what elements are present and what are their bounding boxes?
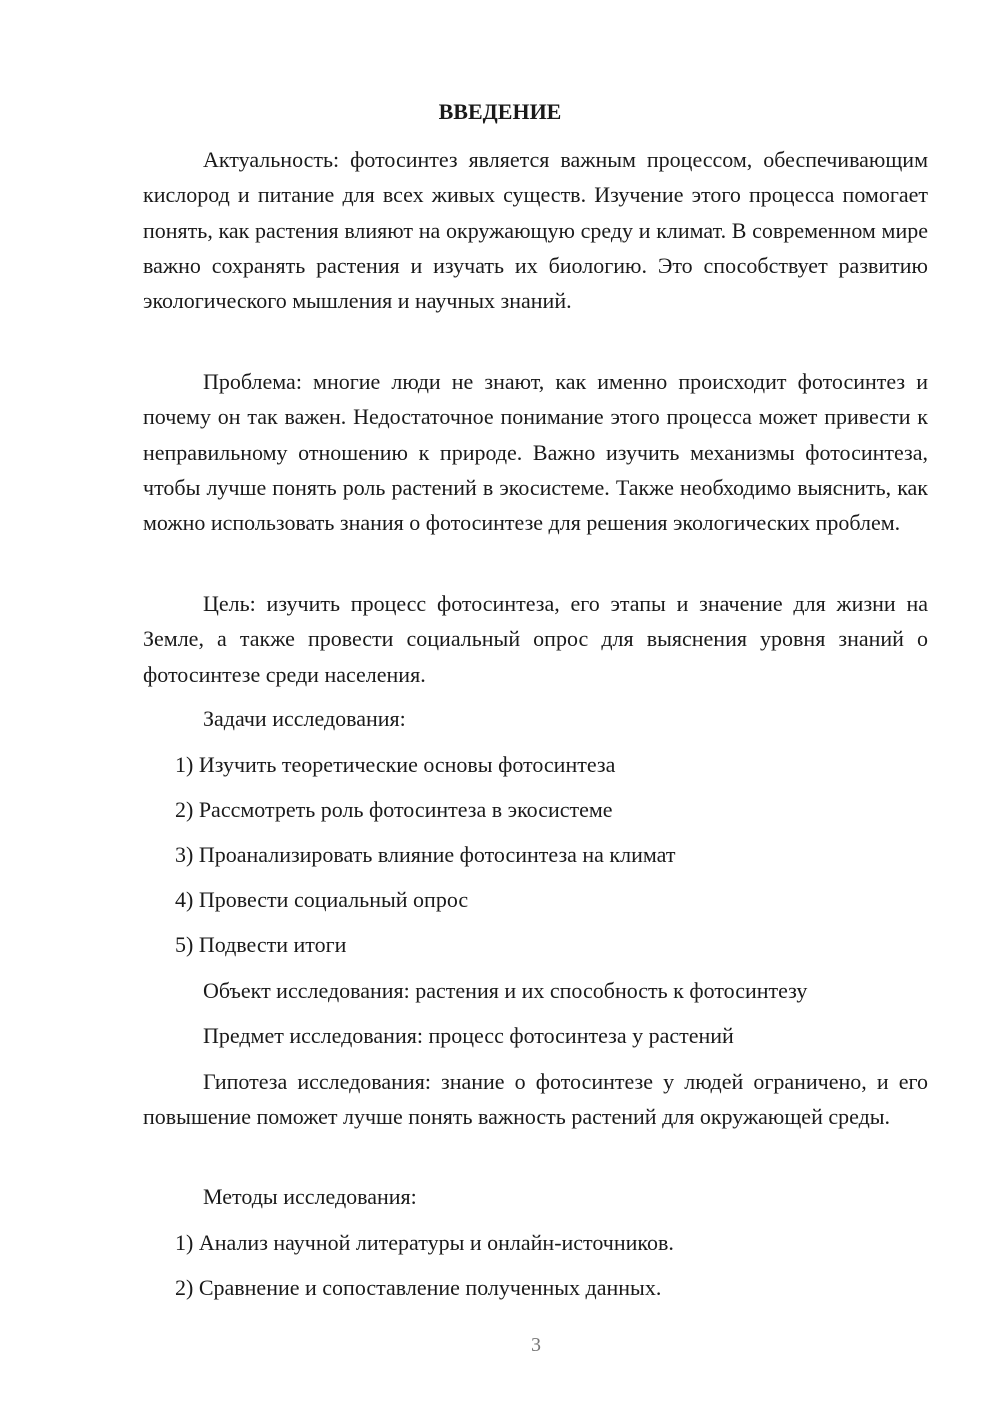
hypothesis-paragraph: Гипотеза исследования: знание о фотосинтезе у людей ограничено, и его повышение поможет лучше понять важность растений для окружающей среды. [143, 1069, 928, 1130]
task-item-2: 2) Рассмотреть роль фотосинтеза в экосистеме [175, 797, 613, 822]
page-number: 3 [531, 1334, 541, 1356]
problem-paragraph: Проблема: многие люди не знают, как именно происходит фотосинтез и почему он так важен. Недостаточное понимание этого процесса может привести к неправильному отношению к природе. Важно изучить механизмы фотосинтеза, чтобы лучше понять роль растений в экосистеме. Также необходимо выяснить, как можно использовать знания о фотосинтезе для решения экологических проблем. [143, 369, 928, 536]
task-item-3: 3) Проанализировать влияние фотосинтеза на климат [175, 842, 676, 867]
research-subject: Предмет исследования: процесс фотосинтеза у растений [203, 1023, 734, 1048]
task-item-4: 4) Провести социальный опрос [175, 887, 469, 912]
section-title: ВВЕДЕНИЕ [438, 99, 562, 124]
tasks-heading: Задачи исследования: [203, 706, 406, 731]
methods-heading: Методы исследования: [203, 1184, 417, 1209]
relevance-paragraph: Актуальность: фотосинтез является важным процессом, обеспечивающим кислород и питание для всех живых существ. Изучение этого процесса помогает понять, как растения влияют на окружающую среду и климат. В современном мире важно сохранять растения и изучать их биологию. Это способствует развитию экологического мышления и научных знаний. [143, 147, 928, 314]
method-item-2: 2) Сравнение и сопоставление полученных данных. [175, 1275, 662, 1300]
task-item-5: 5) Подвести итоги [175, 932, 347, 957]
task-item-1: 1) Изучить теоретические основы фотосинтеза [175, 752, 616, 777]
research-object: Объект исследования: растения и их способность к фотосинтезу [203, 978, 808, 1003]
method-item-1: 1) Анализ научной литературы и онлайн-источников. [175, 1230, 674, 1255]
goal-paragraph: Цель: изучить процесс фотосинтеза, его этапы и значение для жизни на Земле, а также провести социальный опрос для выяснения уровня знаний о фотосинтезе среди населения. [143, 591, 928, 687]
